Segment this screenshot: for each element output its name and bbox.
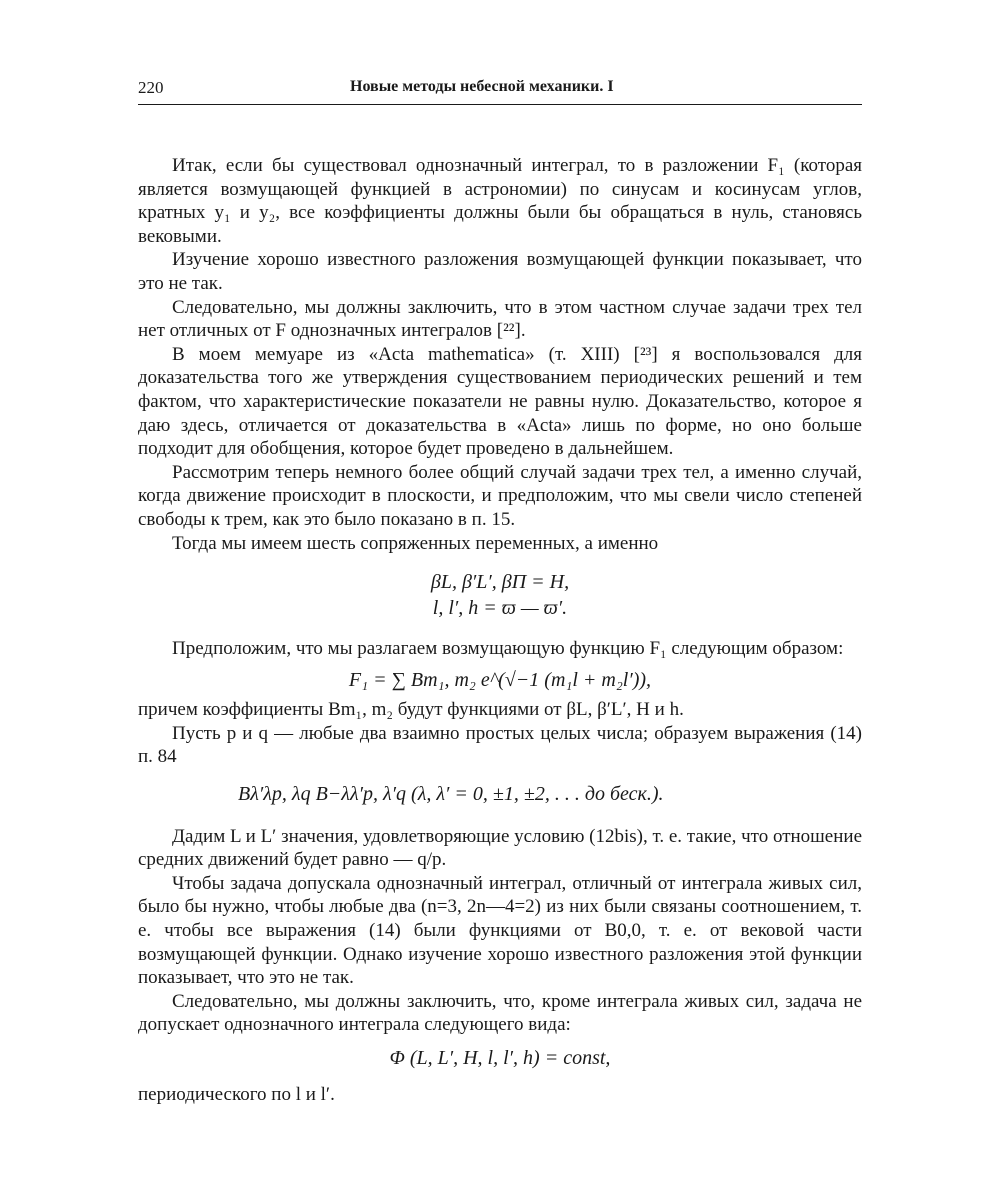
paragraph-12: Следовательно, мы должны заключить, что, кроме интеграла живых сил, задача не допускает однозначного интеграла следующего вида: [138, 990, 862, 1036]
running-title: Новые методы небесной механики. I [350, 78, 614, 95]
formula-integral: Φ (L, L′, H, l, l′, h) = const, [389, 1047, 611, 1069]
paragraph-6: Тогда мы имеем шесть сопряженных переменных, а именно [172, 532, 659, 554]
formula-variables [138, 569, 862, 621]
formula-expansion: F₁ = ∑ Bm₁, m₂ e^(√−1 (m₁l + m₂l′)), [348, 668, 652, 691]
paragraph-8: причем коэффициенты Bm₁, m₂ будут функциями от βL, β′L′, H и h. [138, 699, 684, 721]
paragraph-1: Итак, если бы существовал однозначный интеграл, то в разложении F₁ (которая является возмущающей функцией в астрономии) по синусам и косинусам углов, кратных y₁ и y₂, все коэффициенты должны были бы обращаться в нуль, становясь вековыми. [138, 155, 862, 247]
paragraph-7: Предположим, что мы разлагаем возмущающую функцию F₁ следующим образом: [172, 638, 844, 660]
paragraph-4: В моем мемуаре из «Acta mathematica» (т. XIII) [²³] я воспользовался для доказательства того же утверждения существованием периодических решений и тем фактом, что характеристические показатели не равны нулю. Доказательство, которое я даю здесь, отличается от доказательства в «Acta» лишь по форме, но оно больше подходит для обобщения, которое будет проведено в дальнейшем. [138, 343, 862, 460]
formula-variables-line-2: l, l′, h = ϖ — ϖ′. [432, 597, 568, 620]
paragraph-9: Пусть p и q — любые два взаимно простых целых числа; образуем выражения (14) п. 84 [138, 722, 862, 768]
page-number: 220 [138, 78, 164, 97]
paragraph-13: периодического по l и l′. [138, 1083, 335, 1105]
formula-products: Bλ′λp, λq B−λλ′p, λ′q (λ, λ′ = 0, ±1, ±2, . . . до беск.). [238, 783, 664, 806]
formula-variables-line-1: βL, β′L′, βΠ = H, [430, 571, 570, 594]
paragraph-2: Изучение хорошо известного разложения возмущающей функции показывает, что это не так. [138, 249, 862, 294]
paragraph-5: Рассмотрим теперь немного более общий случай задачи трех тел, а именно случай, когда движение происходит в плоскости, и предположим, что мы свели число степеней свободы к трем, как это было показано в п. 15. [138, 461, 862, 530]
text-body [138, 154, 862, 1106]
running-header [138, 78, 862, 105]
paragraph-11: Чтобы задача допускала однозначный интеграл, отличный от интеграла живых сил, было бы нужно, чтобы любые два (n=3, 2n—4=2) из них были связаны соотношением, т. е. чтобы все выражения (14) были функциями от B0,0, т. е. от вековой части возмущающей функции. Однако изучение хорошо известного разложения этой функции показывает, что это не так. [138, 872, 862, 989]
paragraph-3: Следовательно, мы должны заключить, что в этом частном случае задачи трех тел нет отличных от F однозначных интегралов [²²]. [138, 296, 862, 342]
paragraph-10: Дадим L и L′ значения, удовлетворяющие условию (12bis), т. е. такие, что отношение средних движений будет равно — q/p. [138, 825, 863, 871]
